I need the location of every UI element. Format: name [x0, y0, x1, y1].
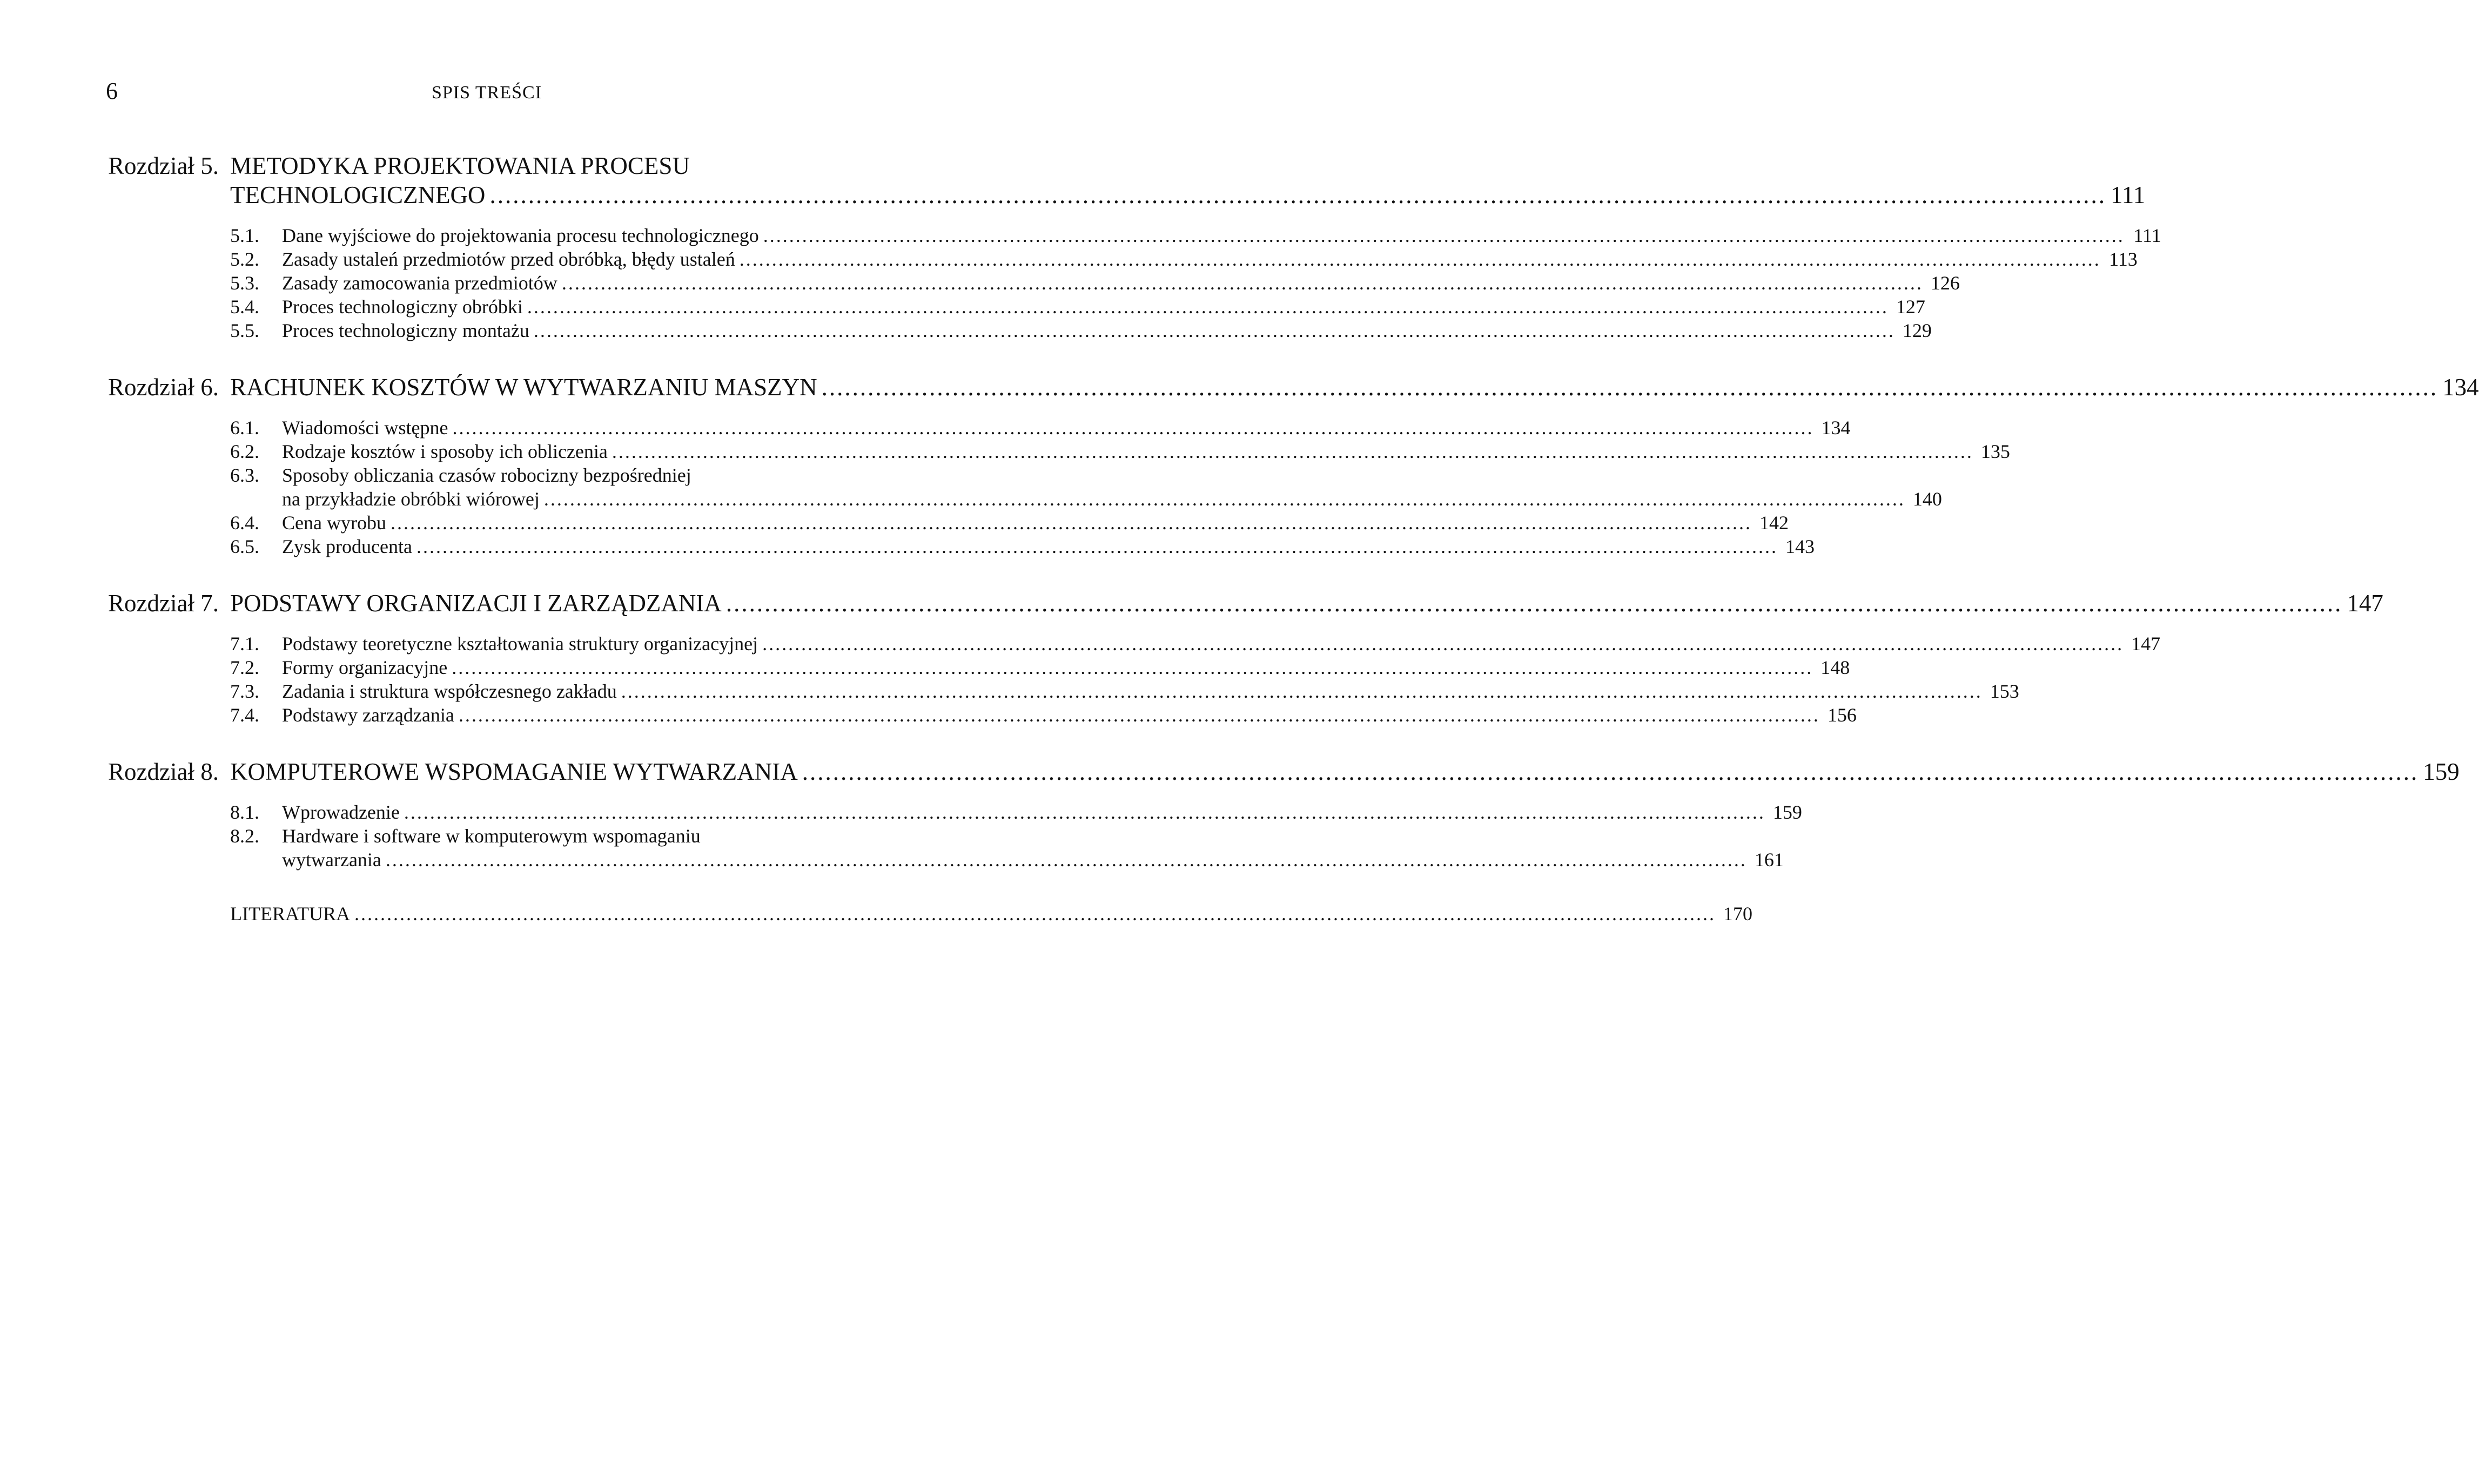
section-number: 5.3.: [230, 272, 259, 294]
chapter-heading: [108, 373, 2479, 402]
dot-leader: [562, 271, 1923, 295]
chapter-prefix: Rozdział 8.: [108, 758, 219, 785]
section-title: na przykładzie obróbki wiórowej: [282, 488, 540, 510]
dot-leader: [489, 180, 2106, 210]
dot-leader: [404, 800, 1765, 824]
section-entry: [230, 679, 2019, 703]
section-page: 153: [1990, 680, 2019, 702]
chapter-heading: [108, 757, 2460, 786]
section-entry: [230, 271, 1960, 295]
section-list: [230, 416, 2010, 558]
section-entry: [230, 319, 1932, 342]
chapter-title-line: TECHNOLOGICZNEGO: [230, 181, 486, 208]
dot-leader: [822, 373, 2438, 402]
chapter-title: [230, 151, 2145, 210]
dot-leader: [612, 440, 1973, 463]
section-number: 5.2.: [230, 248, 259, 270]
section-title: Podstawy teoretyczne kształtowania struktury organizacyjnej: [282, 633, 758, 655]
section-page: 134: [1821, 417, 1851, 439]
section-title: Wiadomości wstępne: [282, 417, 448, 439]
dot-leader: [452, 416, 1813, 440]
dot-leader: [459, 703, 1820, 727]
section-number: 6.3.: [230, 464, 259, 486]
section-number: 5.5.: [230, 320, 259, 341]
dot-leader: [544, 487, 1905, 511]
section-number: 6.5.: [230, 536, 259, 557]
section-page: 140: [1912, 488, 1942, 510]
chapter-6: [108, 373, 2479, 558]
chapter-prefix: Rozdział 6.: [108, 374, 219, 401]
section-title: Hardware i software w komputerowym wspomaganiu: [282, 825, 701, 847]
section-entry: [230, 656, 1850, 679]
section-entry: [230, 511, 1789, 535]
table-of-contents: [108, 151, 2479, 926]
chapter-5: [108, 151, 2161, 342]
dot-leader: [452, 656, 1813, 679]
section-title: wytwarzania: [282, 849, 381, 871]
dot-leader: [621, 679, 1983, 703]
chapter-heading: [108, 151, 2146, 210]
section-page: 113: [2109, 248, 2138, 270]
chapter-prefix: Rozdział 5.: [108, 152, 219, 179]
section-entry: [230, 416, 1851, 440]
section-title: Cena wyrobu: [282, 512, 386, 534]
section-title: Proces technologiczny obróbki: [282, 296, 523, 318]
section-title: Proces technologiczny montażu: [282, 320, 529, 341]
section-entry: [230, 632, 2161, 656]
section-page: 148: [1820, 657, 1850, 678]
chapter-title: RACHUNEK KOSZTÓW W WYTWARZANIU MASZYN: [230, 374, 817, 401]
section-number: 7.4.: [230, 704, 259, 726]
section-page: 147: [2131, 633, 2161, 655]
dot-leader: [354, 902, 1716, 926]
section-number: 5.4.: [230, 296, 259, 318]
section-entry: [230, 295, 1925, 319]
section-list: [230, 800, 1802, 872]
section-entry: [230, 824, 1784, 872]
chapter-page: 134: [2442, 374, 2479, 401]
section-title: Zasady zamocowania przedmiotów: [282, 272, 557, 294]
section-number: 7.3.: [230, 680, 259, 702]
dot-leader: [763, 224, 2125, 247]
literature-entry: [230, 902, 1752, 926]
section-page: 161: [1754, 849, 1784, 871]
section-number: 7.2.: [230, 657, 259, 678]
section-entry: [230, 800, 1802, 824]
section-page: 111: [2133, 225, 2161, 246]
dot-leader: [527, 295, 1889, 319]
section-title: Zadania i struktura współczesnego zakładu: [282, 680, 617, 702]
section-page: 159: [1772, 801, 1802, 823]
chapter-page: 159: [2423, 758, 2460, 785]
section-title: Zysk producenta: [282, 536, 412, 557]
section-title: Formy organizacyjne: [282, 657, 448, 678]
dot-leader: [534, 319, 1895, 342]
section-list: [230, 224, 2161, 342]
section-title: Dane wyjściowe do projektowania procesu technologicznego: [282, 225, 759, 246]
dot-leader: [386, 848, 1747, 872]
section-entry: [230, 440, 2010, 463]
section-title: Podstawy zarządzania: [282, 704, 454, 726]
section-page: 143: [1785, 536, 1815, 557]
section-number: 6.2.: [230, 441, 259, 462]
section-title: Sposoby obliczania czasów robocizny bezpośredniej: [282, 464, 691, 486]
section-entry: [230, 247, 2138, 271]
section-number: 7.1.: [230, 633, 259, 655]
dot-leader: [391, 511, 1752, 535]
section-number: 8.2.: [230, 825, 259, 847]
chapter-page: 147: [2347, 590, 2383, 617]
chapter-8: [108, 757, 2460, 872]
section-list: [230, 632, 2161, 727]
section-entry: [230, 463, 1942, 511]
section-page: 126: [1930, 272, 1960, 294]
section-title: Zasady ustaleń przedmiotów przed obróbką, błędy ustaleń: [282, 248, 735, 270]
section-number: 6.1.: [230, 417, 259, 439]
chapter-page: 111: [2110, 181, 2146, 208]
section-title: Wprowadzenie: [282, 801, 400, 823]
chapter-heading: [108, 589, 2383, 618]
section-page: 129: [1902, 320, 1932, 341]
section-page: 142: [1759, 512, 1789, 534]
chapter-title: KOMPUTEROWE WSPOMAGANIE WYTWARZANIA: [230, 758, 798, 785]
section-entry: [230, 224, 2161, 247]
dot-leader: [740, 247, 2101, 271]
chapter-prefix: Rozdział 7.: [108, 590, 219, 617]
section-number: 8.1.: [230, 801, 259, 823]
chapter-title: PODSTAWY ORGANIZACJI I ZARZĄDZANIA: [230, 590, 722, 617]
dot-leader: [726, 589, 2343, 618]
section-number: 5.1.: [230, 225, 259, 246]
section-page: 135: [1980, 441, 2010, 462]
section-entry: [230, 703, 1857, 727]
section-number: 6.4.: [230, 512, 259, 534]
page-number: 6: [106, 78, 118, 104]
dot-leader: [762, 632, 2124, 656]
literature-page: 170: [1723, 903, 1752, 925]
dot-leader: [802, 757, 2419, 786]
section-title: Rodzaje kosztów i sposoby ich obliczenia: [282, 441, 608, 462]
section-page: 127: [1896, 296, 1925, 318]
running-head: SPIS TREŚCI: [431, 83, 542, 103]
section-page: 156: [1827, 704, 1857, 726]
dot-leader: [416, 535, 1778, 558]
chapter-title-line: METODYKA PROJEKTOWANIA PROCESU: [230, 152, 690, 179]
literature-label: LITERATURA: [230, 903, 350, 925]
chapter-7: [108, 589, 2383, 727]
section-entry: [230, 535, 1815, 558]
